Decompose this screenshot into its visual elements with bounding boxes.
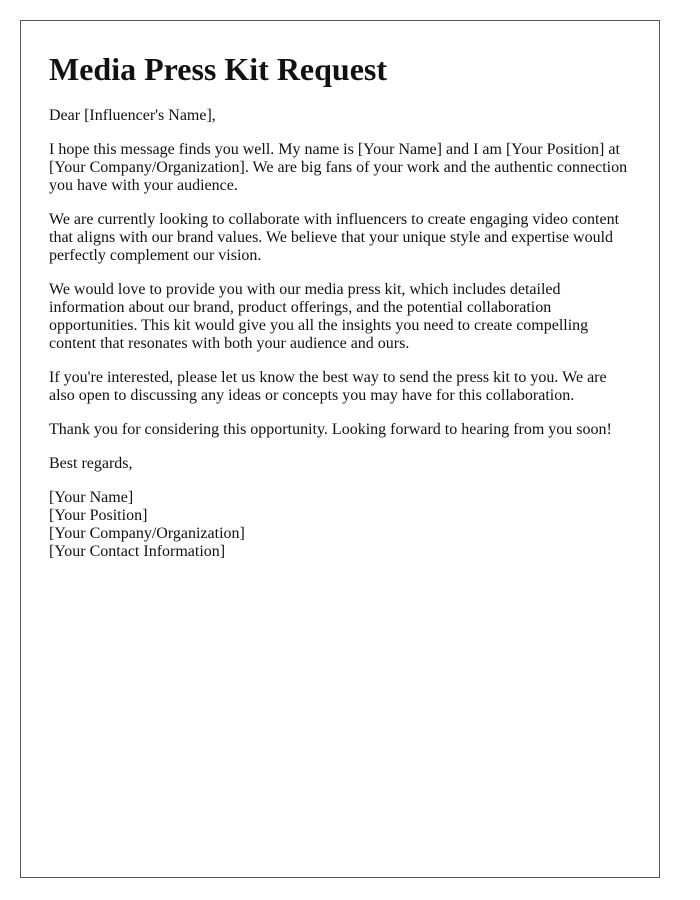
letter-title: Media Press Kit Request	[49, 51, 388, 87]
paragraph-intro: I hope this message finds you well. My name is [Your Name] and I am [Your Position] at [Your Company/Organization]. We are big fans of your work and the authentic connection you have with your audience.	[49, 141, 628, 194]
paragraph-thanks: Thank you for considering this opportunity. Looking forward to hearing from you soon!	[49, 421, 612, 438]
paragraph-collaboration: We are currently looking to collaborate with influencers to create engaging video content that aligns with our brand values. We believe that your unique style and expertise would perfectly complement our vision.	[49, 211, 620, 264]
paragraph-press-kit: We would love to provide you with our media press kit, which includes detailed information about our brand, product offerings, and the potential collaboration opportunities. This kit would give you all the insights you need to create compelling content that resonates with both your audience and ours.	[49, 281, 589, 352]
signature-contact: [Your Contact Information]	[49, 543, 226, 560]
signature-name: [Your Name]	[49, 489, 134, 506]
signature-block	[49, 489, 631, 561]
paragraph-interest: If you're interested, please let us know the best way to send the press kit to you. We are also open to discussing any ideas or concepts you may have for this collaboration.	[49, 369, 607, 404]
signature-company: [Your Company/Organization]	[49, 525, 245, 542]
letter-page	[20, 20, 660, 878]
closing: Best regards,	[49, 455, 133, 472]
signature-position: [Your Position]	[49, 507, 148, 524]
salutation: Dear [Influencer's Name],	[49, 107, 216, 124]
